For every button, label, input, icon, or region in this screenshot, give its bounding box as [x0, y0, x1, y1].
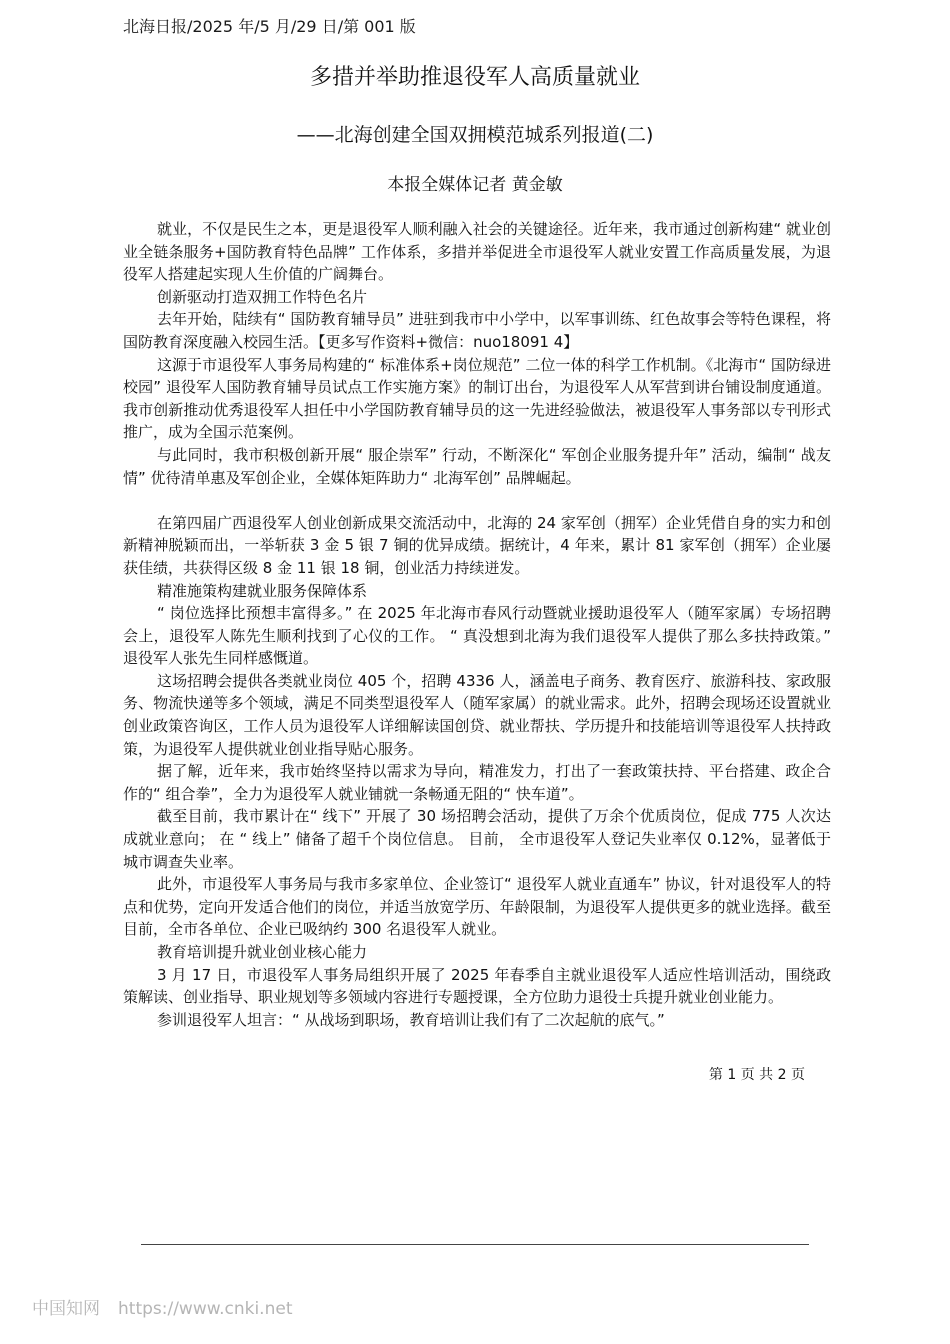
paragraph: 3 月 17 日，市退役军人事务局组织开展了 2025 年春季自主就业退役军人适应性培训活动，围绕政策解读、创业指导、职业规划等多领域内容进行专题授课，全方位助力退役士兵提升就业创业能力。 [123, 965, 831, 1007]
paragraph: 去年开始，陆续有“ 国防教育辅导员” 进驻到我市中小学中，以军事训练、红色故事会等特色课程，将国防教育深度融入校园生活。【更多写作资料+微信：nuo18091 4】 [123, 310, 831, 351]
section-heading: 教育培训提升就业创业核心能力 [157, 943, 368, 961]
watermark-brand: 中国知网 [32, 1299, 100, 1319]
paragraph: 截至目前，我市累计在“ 线下” 开展了 30 场招聘会活动，提供了万余个优质岗位，促成 775 人次达成就业意向； 在 “ 线上” 储备了超千个岗位信息。 目前， 全市退役军人登记失业率仅 0.12%，显著低于城市调查失业率。 [123, 807, 831, 871]
footer-divider [141, 1244, 809, 1245]
paragraph: 在第四届广西退役军人创业创新成果交流活动中，北海的 24 家军创（拥军）企业凭借自身的实力和创新精神脱颖而出，一举斩获 3 金 5 银 7 铜的优异成绩。据统计，4 年来，累计 81 家军创（拥军）企业屡获佳绩，共获得区级 8 金 11 银 18 铜，创业活力持续迸发。 [123, 513, 831, 577]
paragraph: 参训退役军人坦言：“ 从战场到职场，教育培训让我们有了二次起航的底气。” [157, 1010, 665, 1029]
source-line: 北海日报/2025 年/5 月/29 日/第 001 版 [123, 17, 416, 36]
paragraph: 这源于市退役军人事务局构建的“ 标准体系+岗位规范” 二位一体的科学工作机制。《北海市“ 国防绿进校园” 退役军人国防教育辅导员试点工作实施方案》的制订出台，为退役军人从军营到讲台铺设制度通道。我市创新推动优秀退役军人担任中小学国防教育辅导员的这一先进经验做法，被退役军人事务部以专刊形式推广，成为全国示范案例。 [123, 355, 831, 442]
paragraph: 此外，市退役军人事务局与我市多家单位、企业签订“ 退役军人就业直通车” 协议，针对退役军人的特点和优势，定向开发适合他们的岗位，并适当放宽学历、年龄限制，为退役军人提供更多的就业选择。截至目前，全市各单位、企业已吸纳约 300 名退役军人就业。 [123, 875, 831, 939]
paragraph: 就业，不仅是民生之本，更是退役军人顺利融入社会的关键途径。近年来，我市通过创新构建“ 就业创业全链条服务+国防教育特色品牌” 工作体系，多措并举促进全市退役军人就业安置工作高质量发展，为退役军人搭建起实现人生价值的广阔舞台。 [123, 220, 831, 284]
paragraph: “ 岗位选择比预想丰富得多。” 在 2025 年北海市春风行动暨就业援助退役军人（随军家属）专场招聘会上，退役军人陈先生顺利找到了心仪的工作。 “ 真没想到北海为我们退役军人提供了那么多扶持政策。” 退役军人张先生同样感慨道。 [123, 604, 831, 668]
article-byline: 本报全媒体记者 黄金敏 [387, 175, 563, 195]
watermark-url: https://www.cnki.net [118, 1299, 293, 1319]
paragraph: 与此同时，我市积极创新开展“ 服企崇军” 行动，不断深化“ 军创企业服务提升年” 活动，编制“ 战友情” 优待清单惠及军创企业，全媒体矩阵助力“ 北海军创” 品牌崛起。 [123, 445, 831, 487]
cnki-watermark [32, 1294, 292, 1319]
article-subtitle: ——北海创建全国双拥模范城系列报道(二) [296, 124, 654, 146]
blank-line [123, 489, 831, 512]
article-body [123, 218, 831, 1031]
section-heading: 精准施策构建就业服务保障体系 [157, 581, 368, 600]
section-heading: 创新驱动打造双拥工作特色名片 [157, 287, 368, 306]
paragraph: 这场招聘会提供各类就业岗位 405 个，招聘 4336 人，涵盖电子商务、教育医疗、旅游科技、家政服务、物流快递等多个领域，满足不同类型退役军人（随军家属）的就业需求。此外，招聘会现场还设置就业创业政策咨询区，工作人员为退役军人详细解读国创贷、就业帮扶、学历提升和技能培训等退役军人扶持政策，为退役军人提供就业创业指导贴心服务。 [123, 671, 831, 758]
article-title: 多措并举助推退役军人高质量就业 [309, 65, 640, 90]
paragraph: 据了解，近年来，我市始终坚持以需求为导向，精准发力，打出了一套政策扶持、平台搭建、政企合作的“ 组合拳”，全力为退役军人就业铺就一条畅通无阻的“ 快车道”。 [123, 762, 831, 803]
page-number: 第 1 页 共 2 页 [708, 1067, 805, 1083]
